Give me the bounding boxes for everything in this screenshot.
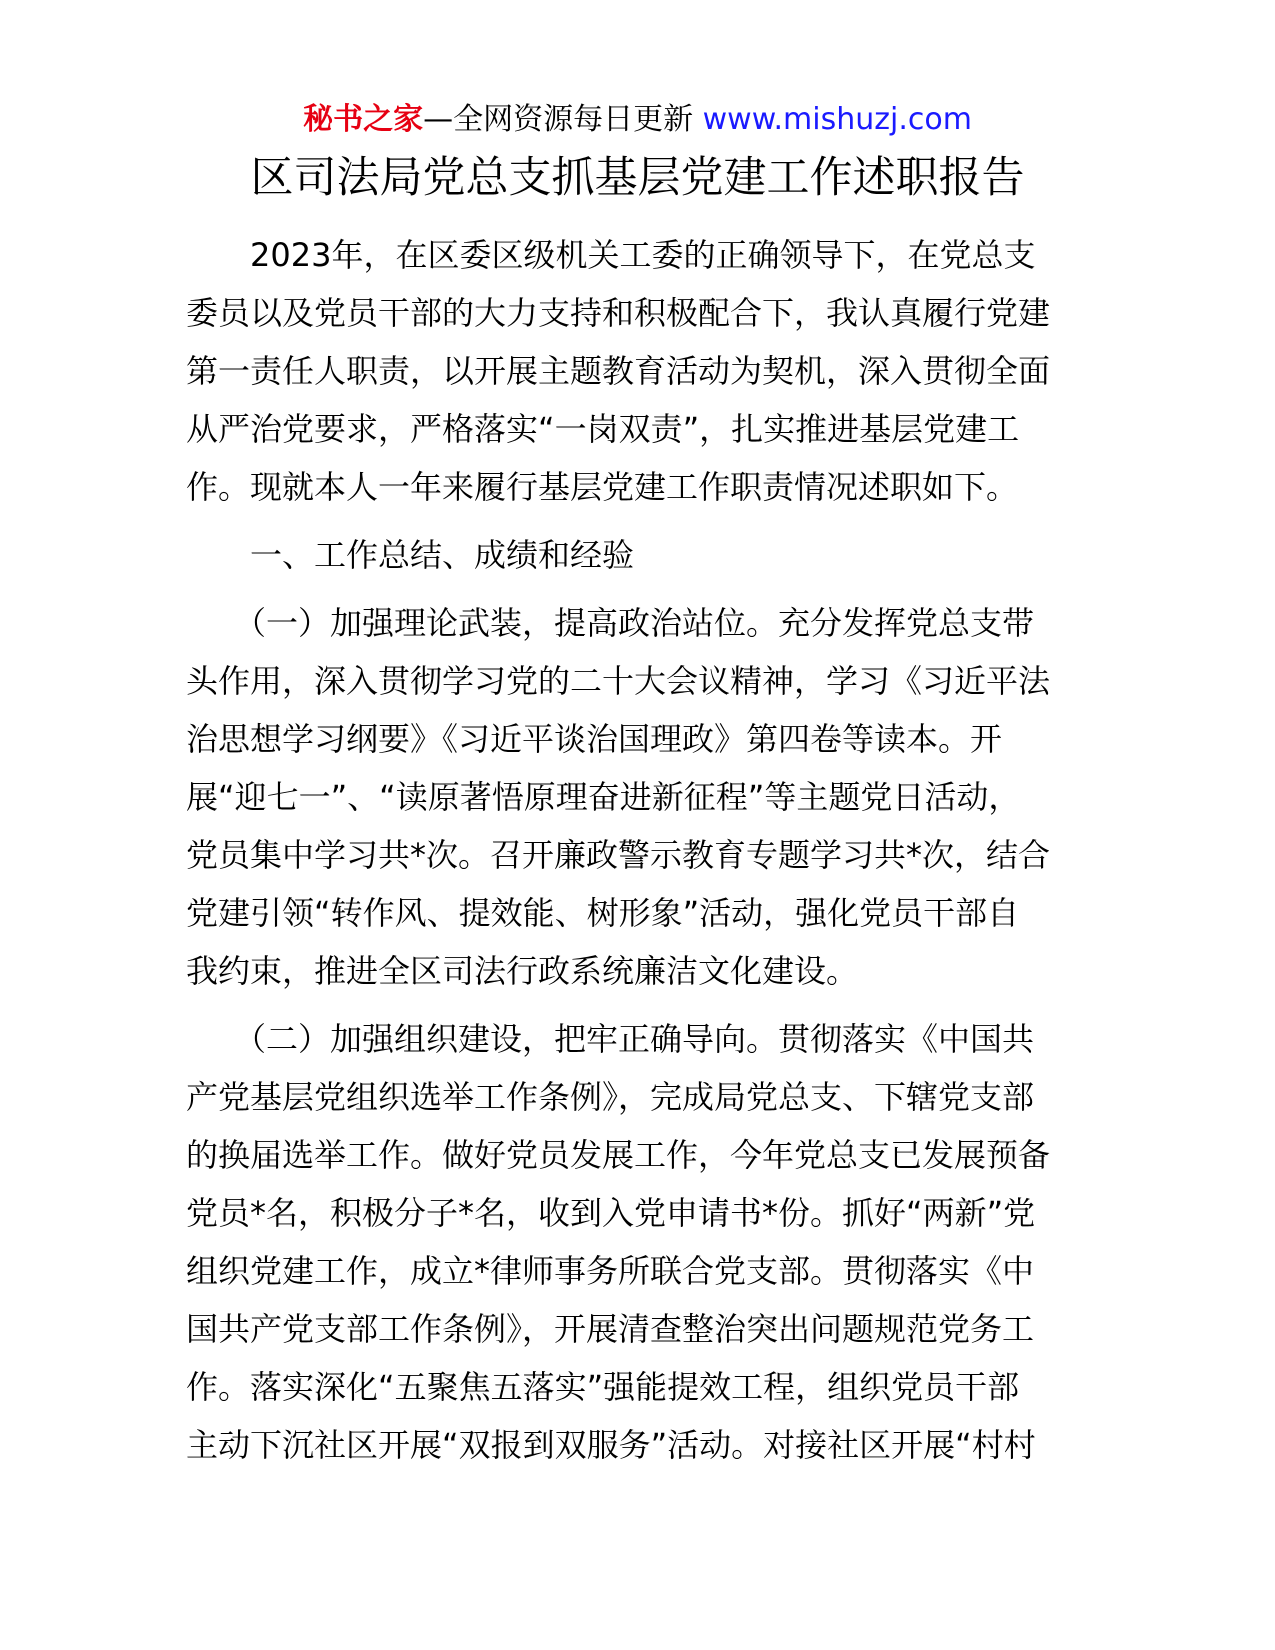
site-header <box>0 100 1275 140</box>
body-line: 头作用，深入贯彻学习党的二十大会议精神，学习《习近平法 <box>186 662 1051 700</box>
site-url-link[interactable]: www.mishuzj.com <box>702 102 972 137</box>
section-heading: 一、工作总结、成绩和经验 <box>186 536 635 574</box>
header-tagline: —全网资源每日更新 <box>423 102 694 137</box>
body-line: 展“迎七一”、“读原著悟原理奋进新征程”等主题党日活动， <box>186 778 1021 816</box>
body-line: 党员*名，积极分子*名，收到入党申请书*份。抓好“两新”党 <box>186 1194 1036 1232</box>
body-line: 作。现就本人一年来履行基层党建工作职责情况述职如下。 <box>186 468 1019 506</box>
document-title: 区司法局党总支抓基层党建工作述职报告 <box>250 153 1025 203</box>
body-line: 产党基层党组织选举工作条例》，完成局党总支、下辖党支部 <box>186 1078 1035 1116</box>
body-line: 从严治党要求，严格落实“一岗双责”，扎实推进基层党建工 <box>186 410 1020 448</box>
body-line: 的换届选举工作。做好党员发展工作，今年党总支已发展预备 <box>186 1136 1051 1174</box>
brand-name: 秘书之家 <box>303 102 424 137</box>
body-line: 国共产党支部工作条例》，开展清查整治突出问题规范党务工 <box>186 1310 1035 1348</box>
body-line: 我约束，推进全区司法行政系统廉洁文化建设。 <box>186 952 859 990</box>
body-line: 第一责任人职责，以开展主题教育活动为契机，深入贯彻全面 <box>186 352 1051 390</box>
body-line: 作。落实深化“五聚焦五落实”强能提效工程，组织党员干部 <box>186 1368 1020 1406</box>
body-line: 委员以及党员干部的大力支持和积极配合下，我认真履行党建 <box>186 294 1051 332</box>
document-body <box>186 226 1088 1474</box>
body-line: 主动下沉社区开展“双报到双服务”活动。对接社区开展“村村 <box>186 1426 1036 1464</box>
body-line: 组织党建工作，成立*律师事务所联合党支部。贯彻落实《中 <box>186 1252 1035 1290</box>
body-line: （二）加强组织建设，把牢正确导向。贯彻落实《中国共 <box>186 1020 1035 1058</box>
body-line: 治思想学习纲要》《习近平谈治国理政》第四卷等读本。开 <box>186 720 1003 758</box>
body-line: 2023年，在区委区级机关工委的正确领导下，在党总支 <box>186 236 1036 274</box>
body-line: 党员集中学习共*次。召开廉政警示教育专题学习共*次，结合 <box>186 836 1051 874</box>
body-line: （一）加强理论武装，提高政治站位。充分发挥党总支带 <box>186 604 1035 642</box>
body-line: 党建引领“转作风、提效能、树形象”活动，强化党员干部自 <box>186 894 1020 932</box>
